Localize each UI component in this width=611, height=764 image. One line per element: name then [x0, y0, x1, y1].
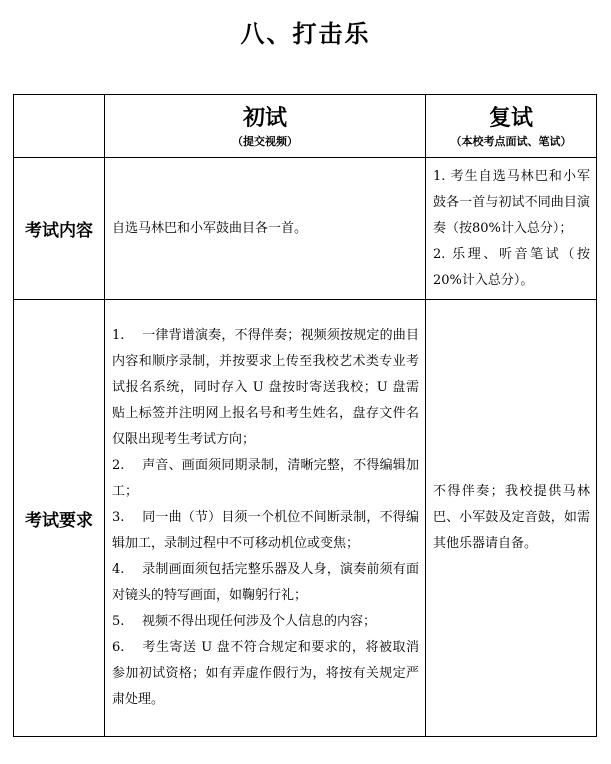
list-item — [112, 609, 419, 635]
row-label-requirements: 考试要求 — [14, 300, 105, 737]
list-item — [112, 635, 419, 713]
list-item-text: 一律背谱演奏，不得伴奏；视频须按规定的曲目内容和顺序录制，并按要求上传至我校艺术类专业考试报名系统，同时存入 U 盘按时寄送我校；U 盘需贴上标签并注明网上报名号和考生姓名，盘存文件名仅限出现考生考试方向； — [112, 328, 419, 447]
requirements-second-round-cell: 不得伴奏；我校提供马林巴、小军鼓及定音鼓，如需其他乐器请自备。 — [426, 300, 597, 737]
second-round-subtitle: （本校考点面试、笔试） — [450, 135, 572, 148]
list-item-text: 考生寄送 U 盘不符合规定和要求的，将被取消参加初试资格；如有弄虚作假行为，将按有关规定严肃处理。 — [112, 640, 419, 707]
list-item-number: 3. — [112, 510, 125, 525]
first-round-title: 初试 — [242, 106, 287, 131]
requirements-list — [112, 323, 419, 713]
list-item-number: 5. — [112, 614, 125, 629]
content-first-round-cell: 自选马林巴和小军鼓曲目各一首。 — [105, 158, 426, 300]
header-first-round — [105, 95, 426, 158]
second-round-item-2: 2. 乐理、听音笔试（按 20%计入总分）。 — [433, 246, 590, 288]
list-item-text: 声音、画面须同期录制，清晰完整，不得编辑加工； — [112, 458, 419, 499]
list-item-number: 2. — [112, 458, 125, 473]
header-empty-cell — [14, 95, 105, 158]
second-round-item-1: 1. 考生自选马林巴和小军鼓各一首与初试不同曲目演奏（按80%计入总分）； — [433, 168, 590, 236]
requirements-first-round-cell — [105, 300, 426, 737]
list-item-number: 1. — [112, 328, 125, 343]
list-item — [112, 557, 419, 609]
list-item — [112, 323, 419, 453]
row-label-content: 考试内容 — [14, 158, 105, 300]
exam-requirements-table — [13, 94, 597, 737]
list-item-number: 6. — [112, 640, 125, 655]
list-item-text: 录制画面须包括完整乐器及人身，演奏前须有面对镜头的特写画面，如鞠躬行礼； — [112, 562, 419, 603]
content-second-round-cell — [426, 158, 597, 300]
second-round-title: 复试 — [488, 106, 533, 131]
list-item-number: 4. — [112, 562, 125, 577]
list-item — [112, 453, 419, 505]
list-item-text: 视频不得出现任何涉及个人信息的内容； — [142, 614, 377, 629]
first-round-subtitle: （提交视频） — [232, 135, 298, 148]
table-header-row — [14, 95, 597, 158]
list-item — [112, 505, 419, 557]
header-second-round — [426, 95, 597, 158]
table-row-content — [14, 158, 597, 300]
list-item-text: 同一曲（节）目须一个机位不间断录制，不得编辑加工，录制过程中不可移动机位或变焦； — [112, 510, 419, 551]
table-row-requirements — [14, 300, 597, 737]
document-title: 八、打击乐 — [240, 20, 371, 48]
